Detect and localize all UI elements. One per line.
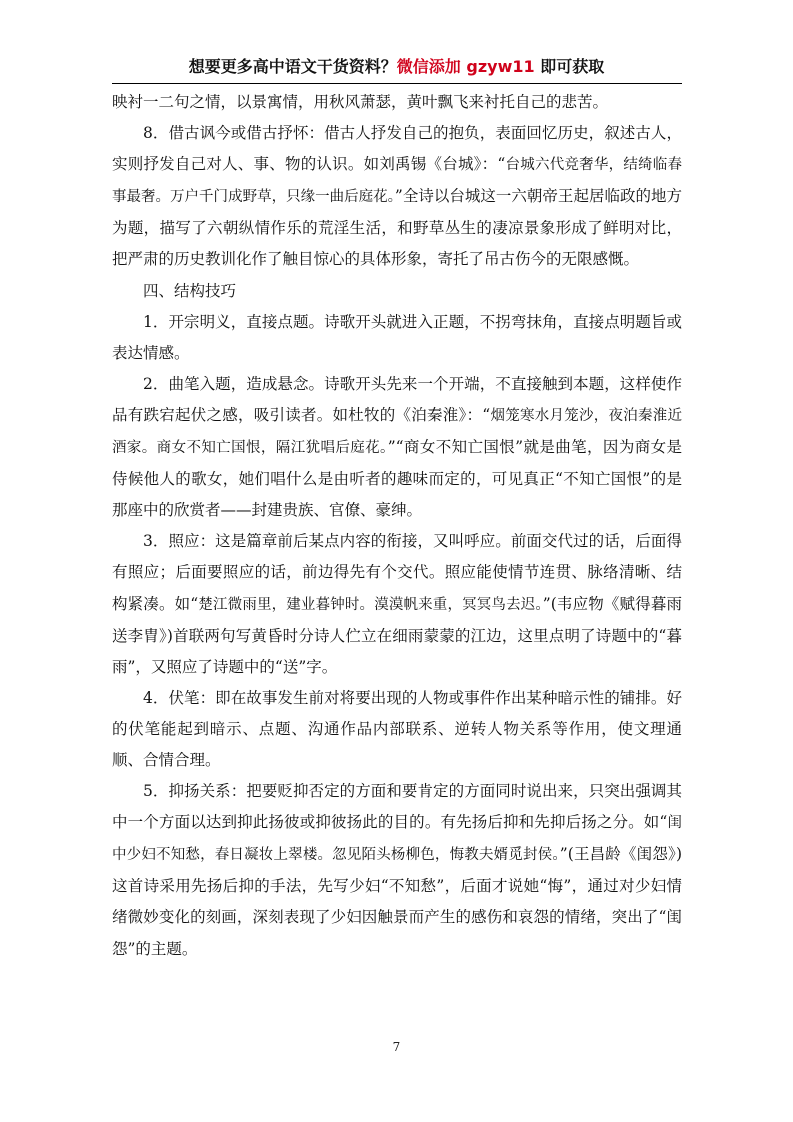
paragraph-item-8 bbox=[112, 118, 682, 275]
paragraph-text: 2．曲笔入题，造成悬念。诗歌开头先来一个开端，不直接触到本题，这样使作品有跌宕起伏之感，吸引读者。如杜牧的《泊秦淮》：“ bbox=[112, 374, 682, 424]
section-title bbox=[112, 276, 682, 307]
header-divider bbox=[112, 83, 682, 84]
paragraph-text: 映衬一二句之情，以景寓情，用秋风萧瑟，黄叶飘飞来衬托自己的悲苦。 bbox=[112, 93, 609, 111]
paragraph-text: 5．抑扬关系：把要贬抑否定的方面和要肯定的方面同时说出来，只突出强调其中一个方面以达到抑此扬彼或抑彼扬此的目的。有先扬后抑和先抑后扬之分。如“ bbox=[112, 782, 682, 832]
header-text-suffix: 即可获取 bbox=[534, 57, 605, 76]
paragraph-item-4 bbox=[112, 683, 682, 776]
poem-quote: 烟笼寒水月笼沙，夜泊秦淮近酒家。商女不知亡国恨，隔江犹唱后庭花。 bbox=[112, 407, 682, 457]
page-header bbox=[110, 52, 683, 82]
poem-quote: 闺中少妇不知愁，春日凝妆上翠楼。忽见陌头杨柳色，悔教夫婿觅封侯。 bbox=[112, 815, 682, 864]
paragraph-text: 1．开宗明义，直接点题。诗歌开头就进入正题，不拐弯抹角，直接点明题旨或表达情感。 bbox=[112, 312, 682, 362]
paragraph-item-3 bbox=[112, 526, 682, 682]
paragraph-text: ”全诗以台城这一六朝帝王起居临政的地方为题，描写了六朝纵情作乐的荒淫生活，和野草丛生的凄凉景象形成了鲜明对比，把严肃的历史教训化作了触目惊心的具体形象，寄托了吊古伤今的无限感慨。 bbox=[112, 187, 682, 269]
document-body bbox=[112, 87, 682, 965]
poem-quote: 楚江微雨里，建业暮钟时。漠漠帆来重，冥冥鸟去迟。 bbox=[198, 596, 543, 613]
poem-quote: 台城六代竞奢华，结绮临春事最奢。万户千门成野草，只缘一曲后庭花。 bbox=[112, 157, 682, 206]
paragraph-text: ”(韦应物《赋得暮雨送李胄》)首联两句写黄昏时分诗人伫立在细雨蒙蒙的江边，这里点明了诗题中的“暮雨”，又照应了诗题中的“送”字。 bbox=[112, 594, 682, 676]
paragraph-text: ”(王昌龄《闺怨》)这首诗采用先扬后抑的手法，先写少妇“不知愁”，后面才说她“悔”，通过对少妇情绪微妙变化的刻画，深刻表现了少妇因触景而产生的感伤和哀怨的情绪，突出了“闺怨”的主题。 bbox=[112, 845, 682, 958]
paragraph-text: 8．借古讽今或借古抒怀：借古人抒发自己的抱负，表面回忆历史，叙述古人，实则抒发自己对人、事、物的认识。如刘禹锡《台城》：“ bbox=[112, 124, 682, 174]
paragraph-text: 3．照应：这是篇章前后某点内容的衔接，又叫呼应。前面交代过的话，后面得有照应；后面要照应的话，前边得先有个交代。照应能使情节连贯、脉络清晰、结构紧凑。如“ bbox=[112, 532, 682, 613]
paragraph-item-1 bbox=[112, 307, 682, 369]
paragraph-item-2 bbox=[112, 369, 682, 526]
paragraph-item-5 bbox=[112, 776, 682, 965]
paragraph-text: 4．伏笔：即在故事发生前对将要出现的人物或事件作出某种暗示性的铺排。好的伏笔能起到暗示、点题、沟通作品内部联系、逆转人物关系等作用，使文理通顺、合情合理。 bbox=[112, 688, 682, 769]
header-wechat-text: 微信添加 gzyw11 bbox=[396, 57, 535, 76]
page-number: 7 bbox=[392, 1040, 401, 1054]
paragraph-continuation bbox=[112, 87, 682, 118]
section-title-text: 四、结构技巧 bbox=[143, 281, 237, 300]
paragraph-text: ”“商女不知亡国恨”就是曲笔，因为商女是侍候他人的歌女，她们唱什么是由听者的趣味而定的，可见真正“不知亡国恨”的是那座中的欣赏者——封建贵族、官僚、豪绅。 bbox=[112, 438, 683, 520]
header-text-prefix: 想要更多高中语文干货资料？ bbox=[188, 57, 397, 76]
